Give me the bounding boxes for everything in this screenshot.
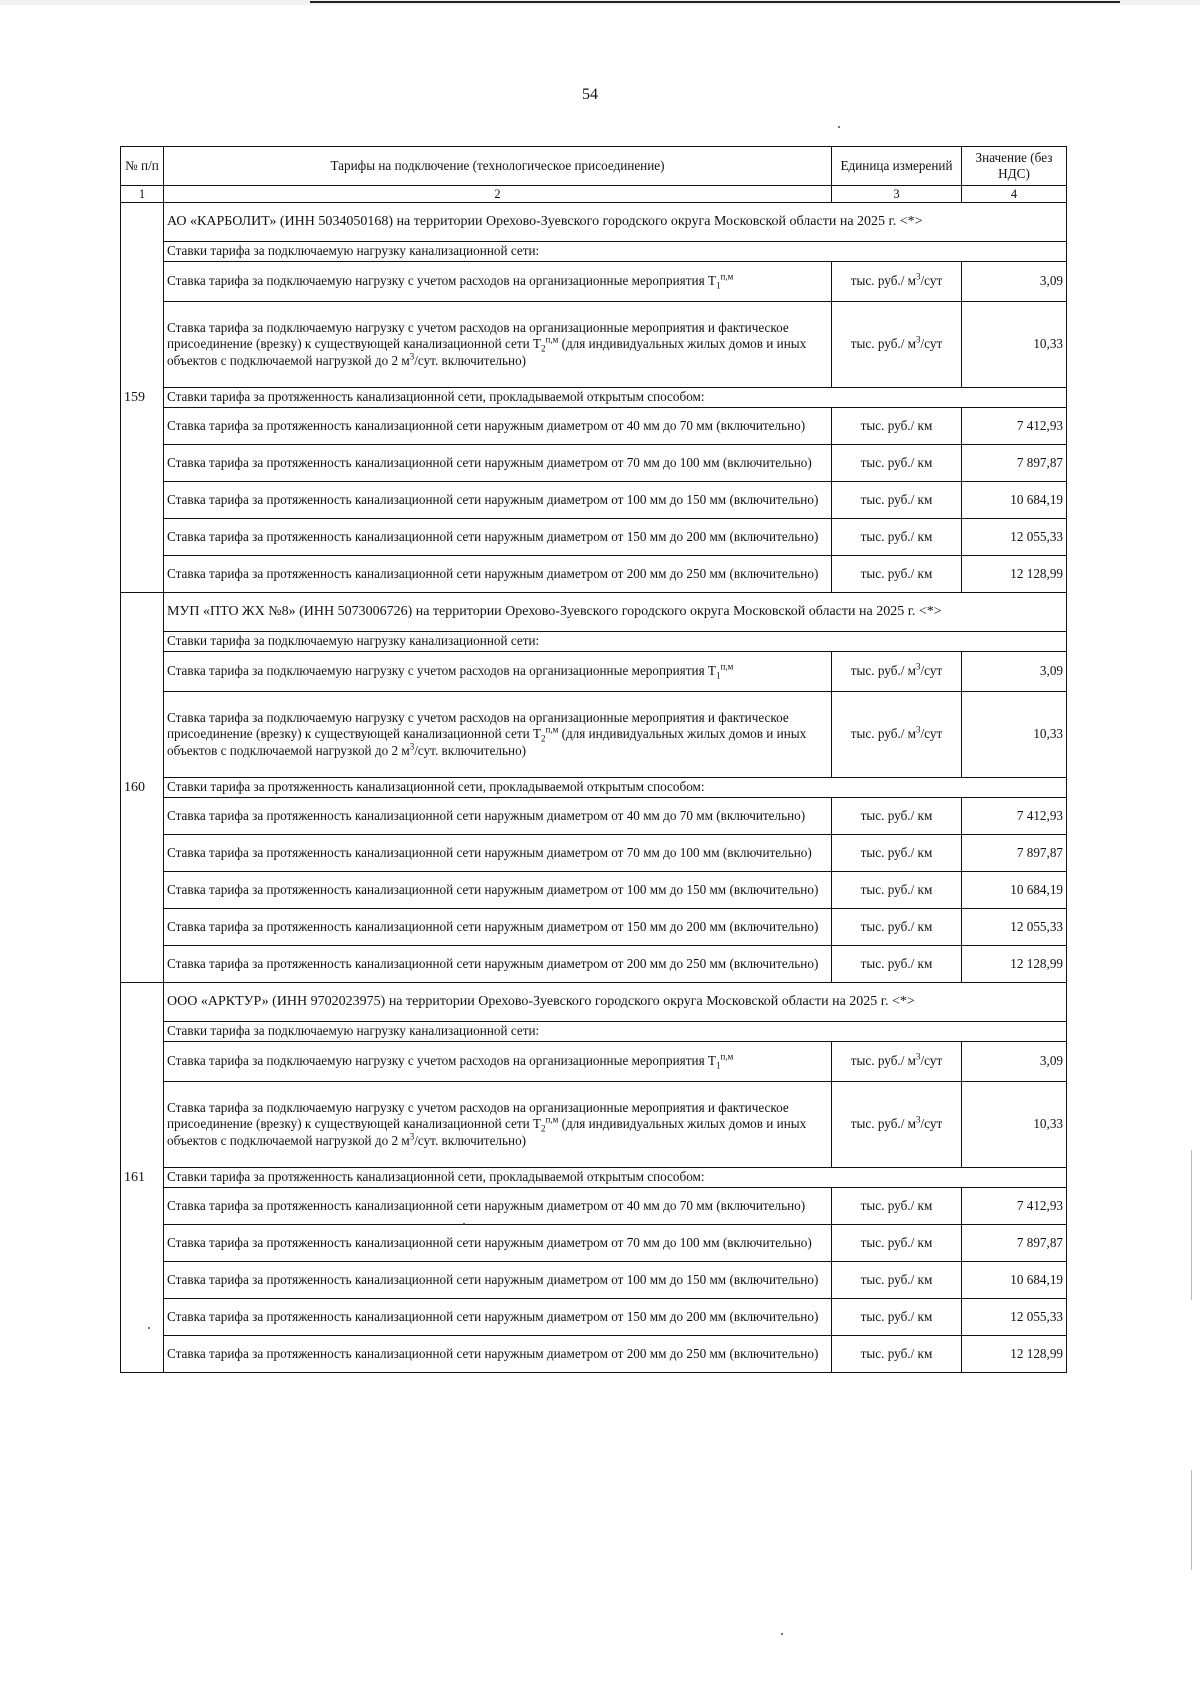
organization-number: 161 [121, 983, 164, 1373]
tariff-row [121, 1188, 1067, 1225]
superscript: 3 [916, 272, 921, 283]
value-cell: 10 684,19 [962, 482, 1067, 519]
scan-edge-mark [1191, 1150, 1192, 1300]
superscript: п,м [545, 1115, 559, 1126]
tariff-row [121, 445, 1067, 482]
diameter-description: Ставка тарифа за протяженность канализационной сети наружным диаметром от 70 мм до 100 мм (включительно) [164, 835, 832, 872]
organization-number: 159 [121, 203, 164, 593]
unit-cell: тыс. руб./ км [832, 1336, 962, 1373]
subscript: 1 [716, 671, 721, 682]
tariff-row [121, 909, 1067, 946]
unit-cell: тыс. руб./ км [832, 445, 962, 482]
t1-description [164, 262, 832, 302]
diameter-description: Ставка тарифа за протяженность канализационной сети наружным диаметром от 40 мм до 70 мм (включительно) [164, 798, 832, 835]
diameter-description: Ставка тарифа за протяженность канализационной сети наружным диаметром от 70 мм до 100 мм (включительно) [164, 1225, 832, 1262]
scan-speck [148, 1327, 150, 1329]
unit-text: /сут [920, 1053, 943, 1069]
header-unit: Единица измерений [832, 147, 962, 186]
t2-text: /сут. включительно) [414, 1132, 527, 1148]
column-index: 2 [164, 186, 832, 203]
unit-cell: тыс. руб./ км [832, 872, 962, 909]
t2-text: /сут. включительно) [414, 352, 527, 368]
tariff-row [121, 1042, 1067, 1082]
scan-edge-mark [1191, 1470, 1192, 1570]
organization-title: ООО «АРКТУР» (ИНН 9702023975) на территории Орехово-Зуевского городского округа Московской области на 2025 г. <*> [164, 983, 1067, 1022]
t2-text: (для индивидуальных жилых домов и иных объектов с подключаемой нагрузкой до 2 м [167, 1116, 807, 1148]
header-value: Значение (без НДС) [962, 147, 1067, 186]
column-index: 3 [832, 186, 962, 203]
value-cell: 7 897,87 [962, 445, 1067, 482]
length-section-label: Ставки тарифа за протяженность канализационной сети, прокладываемой открытым способом: [164, 1168, 1067, 1188]
unit-text: тыс. руб./ м [850, 1053, 917, 1069]
value-cell: 7 897,87 [962, 835, 1067, 872]
length-section-label: Ставки тарифа за протяженность канализационной сети, прокладываемой открытым способом: [164, 778, 1067, 798]
unit-cell [832, 262, 962, 302]
diameter-description: Ставка тарифа за протяженность канализационной сети наружным диаметром от 40 мм до 70 мм (включительно) [164, 408, 832, 445]
superscript: 3 [916, 335, 921, 346]
unit-cell [832, 302, 962, 388]
value-cell: 7 412,93 [962, 1188, 1067, 1225]
tariff-row [121, 872, 1067, 909]
unit-text: тыс. руб./ м [850, 1116, 917, 1132]
load-section-label: Ставки тарифа за подключаемую нагрузку канализационной сети: [164, 632, 1067, 652]
unit-cell: тыс. руб./ км [832, 798, 962, 835]
tariff-row [121, 835, 1067, 872]
value-cell: 10 684,19 [962, 872, 1067, 909]
diameter-description: Ставка тарифа за протяженность канализационной сети наружным диаметром от 100 мм до 150 мм (включительно) [164, 1262, 832, 1299]
tariff-row [121, 1336, 1067, 1373]
section-row [121, 1168, 1067, 1188]
tariff-row [121, 519, 1067, 556]
column-index-row [121, 186, 1067, 203]
unit-cell: тыс. руб./ км [832, 519, 962, 556]
scan-speck [463, 1223, 465, 1225]
value-cell: 3,09 [962, 262, 1067, 302]
diameter-description: Ставка тарифа за протяженность канализационной сети наружным диаметром от 150 мм до 200 мм (включительно) [164, 909, 832, 946]
t2-description [164, 302, 832, 388]
organization-title: АО «КАРБОЛИТ» (ИНН 5034050168) на территории Орехово-Зуевского городского округа Московской области на 2025 г. <*> [164, 203, 1067, 242]
value-cell: 10,33 [962, 302, 1067, 388]
t1-description [164, 1042, 832, 1082]
column-index: 1 [121, 186, 164, 203]
tariff-row [121, 946, 1067, 983]
unit-text: /сут [920, 336, 943, 352]
unit-text: тыс. руб./ м [850, 336, 917, 352]
tariff-row [121, 1299, 1067, 1336]
value-cell: 12 128,99 [962, 1336, 1067, 1373]
organization-row [121, 593, 1067, 632]
subscript: 2 [541, 344, 546, 355]
superscript: 3 [916, 725, 921, 736]
diameter-description: Ставка тарифа за протяженность канализационной сети наружным диаметром от 70 мм до 100 мм (включительно) [164, 445, 832, 482]
unit-cell: тыс. руб./ км [832, 909, 962, 946]
value-cell: 10,33 [962, 692, 1067, 778]
superscript: 3 [916, 1115, 921, 1126]
unit-text: тыс. руб./ м [850, 663, 917, 679]
unit-cell: тыс. руб./ км [832, 1225, 962, 1262]
diameter-description: Ставка тарифа за протяженность канализационной сети наружным диаметром от 40 мм до 70 мм (включительно) [164, 1188, 832, 1225]
unit-cell: тыс. руб./ км [832, 482, 962, 519]
superscript: п,м [720, 1052, 734, 1063]
unit-cell: тыс. руб./ км [832, 1262, 962, 1299]
unit-text: /сут [920, 663, 943, 679]
organization-row [121, 203, 1067, 242]
unit-cell: тыс. руб./ км [832, 1188, 962, 1225]
diameter-description: Ставка тарифа за протяженность канализационной сети наружным диаметром от 200 мм до 250 мм (включительно) [164, 556, 832, 593]
value-cell: 12 055,33 [962, 1299, 1067, 1336]
unit-text: тыс. руб./ м [850, 726, 917, 742]
superscript: 3 [409, 351, 415, 362]
value-cell: 12 055,33 [962, 909, 1067, 946]
diameter-description: Ставка тарифа за протяженность канализационной сети наружным диаметром от 200 мм до 250 мм (включительно) [164, 946, 832, 983]
t1-description [164, 652, 832, 692]
scan-top-edge [0, 0, 1200, 5]
t2-text: /сут. включительно) [414, 742, 527, 758]
scan-speck [781, 1633, 783, 1635]
load-section-label: Ставки тарифа за подключаемую нагрузку канализационной сети: [164, 1022, 1067, 1042]
unit-cell [832, 1042, 962, 1082]
value-cell: 12 055,33 [962, 519, 1067, 556]
unit-cell: тыс. руб./ км [832, 946, 962, 983]
value-cell: 12 128,99 [962, 946, 1067, 983]
organization-row [121, 983, 1067, 1022]
tariff-row [121, 482, 1067, 519]
t2-description [164, 1082, 832, 1168]
value-cell: 7 412,93 [962, 798, 1067, 835]
table-header-row [121, 147, 1067, 186]
diameter-description: Ставка тарифа за протяженность канализационной сети наружным диаметром от 100 мм до 150 мм (включительно) [164, 482, 832, 519]
section-row [121, 632, 1067, 652]
value-cell: 10,33 [962, 1082, 1067, 1168]
unit-text: /сут [920, 1116, 943, 1132]
value-cell: 3,09 [962, 652, 1067, 692]
unit-cell [832, 652, 962, 692]
tariff-row [121, 798, 1067, 835]
header-num: № п/п [121, 147, 164, 186]
unit-cell [832, 692, 962, 778]
section-row [121, 242, 1067, 262]
tariff-table [120, 146, 1067, 1373]
value-cell: 7 412,93 [962, 408, 1067, 445]
unit-cell: тыс. руб./ км [832, 556, 962, 593]
value-cell: 7 897,87 [962, 1225, 1067, 1262]
t2-text: (для индивидуальных жилых домов и иных объектов с подключаемой нагрузкой до 2 м [167, 336, 807, 368]
tariff-row [121, 262, 1067, 302]
tariff-row [121, 1262, 1067, 1299]
section-row [121, 1022, 1067, 1042]
tariff-row [121, 1225, 1067, 1262]
subscript: 1 [716, 1061, 721, 1072]
unit-cell: тыс. руб./ км [832, 1299, 962, 1336]
diameter-description: Ставка тарифа за протяженность канализационной сети наружным диаметром от 100 мм до 150 мм (включительно) [164, 872, 832, 909]
diameter-description: Ставка тарифа за протяженность канализационной сети наружным диаметром от 200 мм до 250 мм (включительно) [164, 1336, 832, 1373]
page-number: 54 [582, 86, 598, 103]
t2-text: Ставка тарифа за подключаемую нагрузку с учетом расходов на организационные мероприятия и фактическое присоединение (врезку) к существующей канализационной сети T [167, 320, 789, 352]
subscript: 2 [541, 1124, 546, 1135]
scan-speck [838, 126, 840, 128]
value-cell: 3,09 [962, 1042, 1067, 1082]
t2-description [164, 692, 832, 778]
unit-cell: тыс. руб./ км [832, 835, 962, 872]
superscript: п,м [545, 725, 559, 736]
section-row [121, 388, 1067, 408]
t2-text: (для индивидуальных жилых домов и иных объектов с подключаемой нагрузкой до 2 м [167, 726, 807, 758]
subscript: 2 [541, 734, 546, 745]
tariff-row [121, 556, 1067, 593]
unit-text: /сут [920, 726, 943, 742]
unit-cell: тыс. руб./ км [832, 408, 962, 445]
organization-title: МУП «ПТО ЖХ №8» (ИНН 5073006726) на территории Орехово-Зуевского городского округа Московской области на 2025 г. <*> [164, 593, 1067, 632]
unit-text: /сут [920, 273, 943, 289]
superscript: п,м [545, 335, 559, 346]
section-row [121, 778, 1067, 798]
t1-text: Ставка тарифа за подключаемую нагрузку с учетом расходов на организационные мероприятия T [167, 1053, 716, 1069]
t1-text: Ставка тарифа за подключаемую нагрузку с учетом расходов на организационные мероприятия T [167, 273, 716, 289]
t2-text: Ставка тарифа за подключаемую нагрузку с учетом расходов на организационные мероприятия и фактическое присоединение (врезку) к существующей канализационной сети T [167, 1100, 789, 1132]
diameter-description: Ставка тарифа за протяженность канализационной сети наружным диаметром от 150 мм до 200 мм (включительно) [164, 519, 832, 556]
unit-text: тыс. руб./ м [850, 273, 917, 289]
tariff-row [121, 1082, 1067, 1168]
superscript: 3 [409, 741, 415, 752]
superscript: п,м [720, 272, 734, 283]
tariff-row [121, 692, 1067, 778]
value-cell: 10 684,19 [962, 1262, 1067, 1299]
diameter-description: Ставка тарифа за протяженность канализационной сети наружным диаметром от 150 мм до 200 мм (включительно) [164, 1299, 832, 1336]
superscript: 3 [916, 662, 921, 673]
load-section-label: Ставки тарифа за подключаемую нагрузку канализационной сети: [164, 242, 1067, 262]
value-cell: 12 128,99 [962, 556, 1067, 593]
subscript: 1 [716, 281, 721, 292]
length-section-label: Ставки тарифа за протяженность канализационной сети, прокладываемой открытым способом: [164, 388, 1067, 408]
column-index: 4 [962, 186, 1067, 203]
superscript: 3 [409, 1131, 415, 1142]
superscript: 3 [916, 1052, 921, 1063]
tariff-row [121, 652, 1067, 692]
unit-cell [832, 1082, 962, 1168]
tariff-row [121, 408, 1067, 445]
t2-text: Ставка тарифа за подключаемую нагрузку с учетом расходов на организационные мероприятия и фактическое присоединение (врезку) к существующей канализационной сети T [167, 710, 789, 742]
header-title: Тарифы на подключение (технологическое присоединение) [164, 147, 832, 186]
organization-number: 160 [121, 593, 164, 983]
superscript: п,м [720, 662, 734, 673]
t1-text: Ставка тарифа за подключаемую нагрузку с учетом расходов на организационные мероприятия T [167, 663, 716, 679]
tariff-row [121, 302, 1067, 388]
